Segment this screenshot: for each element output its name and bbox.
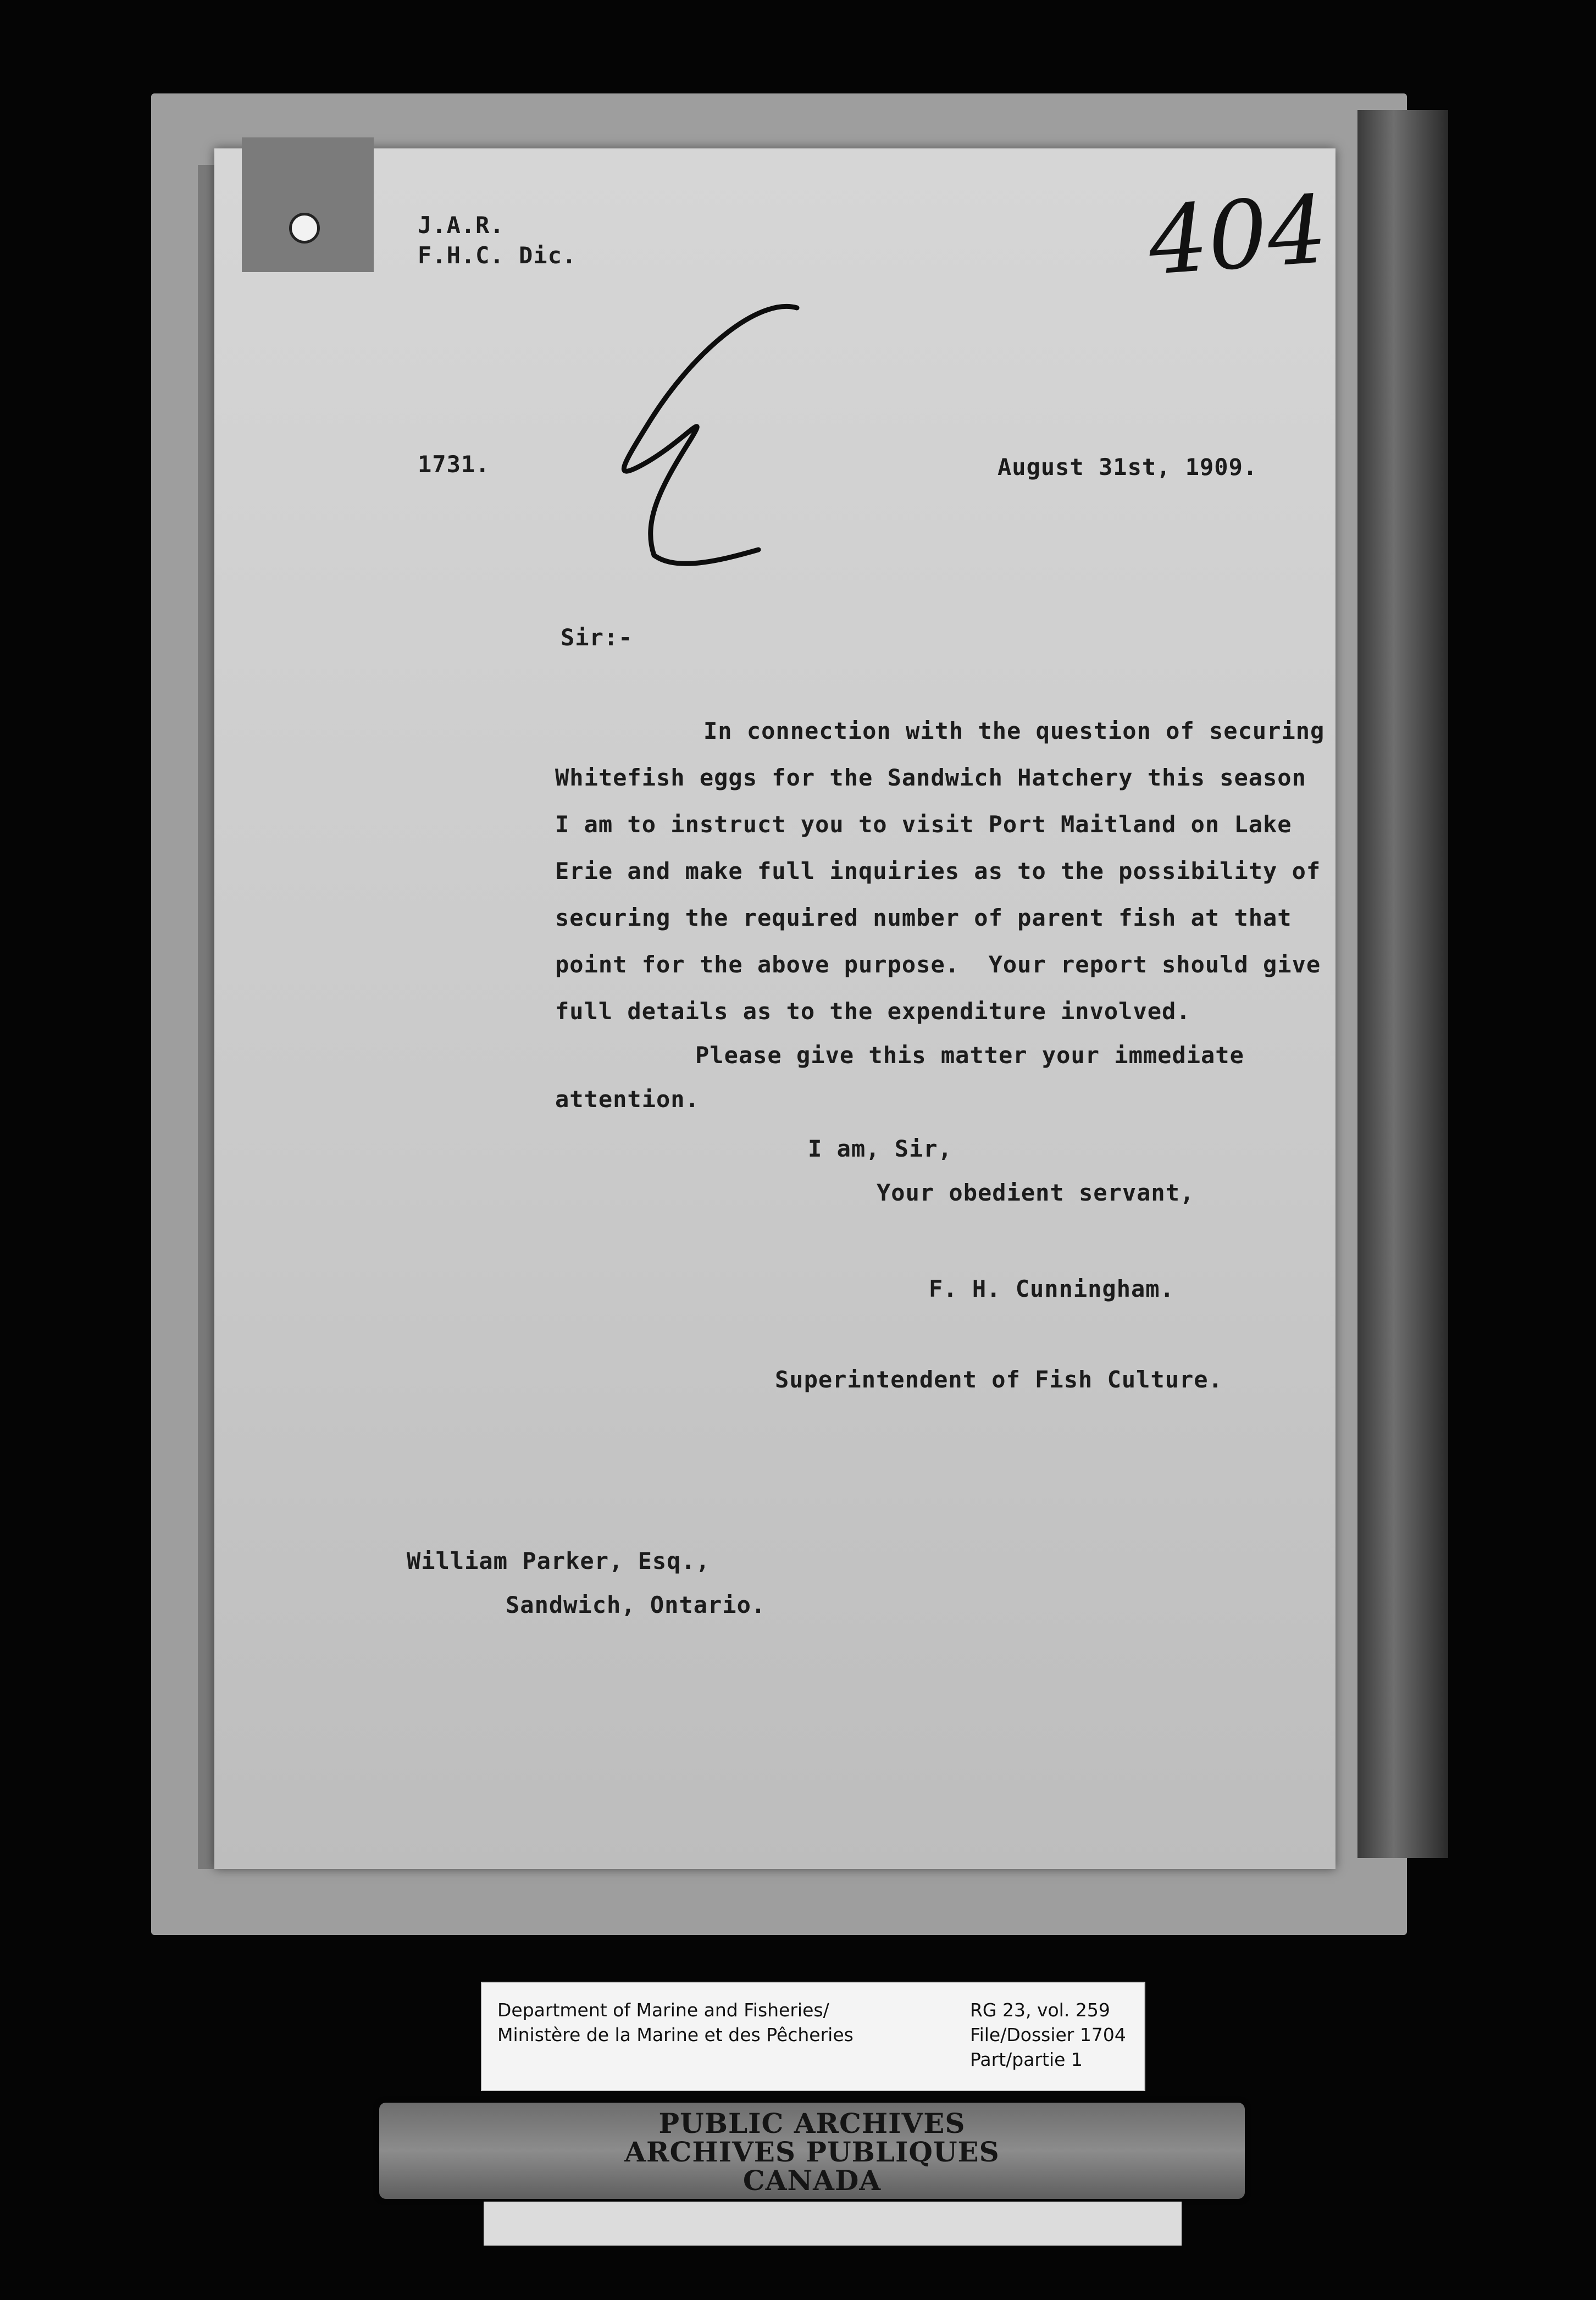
file-number: 1731. bbox=[418, 451, 490, 478]
salutation: Sir:- bbox=[561, 624, 633, 651]
closing-line-2: Your obedient servant, bbox=[877, 1179, 1195, 1206]
handwritten-folio-number: 404 bbox=[1145, 175, 1331, 297]
department-english: Department of Marine and Fisheries/ bbox=[497, 1999, 829, 2021]
corner-tab bbox=[242, 137, 374, 272]
reference-file: File/Dossier 1704 bbox=[970, 2024, 1126, 2045]
body-line: full details as to the expenditure involved. bbox=[555, 998, 1191, 1025]
body-line: Erie and make full inquiries as to the possibility of bbox=[555, 858, 1321, 884]
bottom-mount-strip bbox=[484, 2202, 1182, 2246]
closing-line-1: I am, Sir, bbox=[808, 1135, 952, 1162]
archive-reference-label bbox=[481, 1982, 1145, 2091]
signer-title: Superintendent of Fish Culture. bbox=[775, 1366, 1223, 1393]
signature: F. H. Cunningham. bbox=[929, 1275, 1174, 1302]
body-line: point for the above purpose. Your report should give bbox=[555, 951, 1321, 978]
archive-stamp-band bbox=[379, 2103, 1245, 2199]
initials-line-1: J.A.R. bbox=[418, 212, 505, 239]
reference-rg: RG 23, vol. 259 bbox=[970, 1999, 1110, 2021]
letter-date: August 31st, 1909. bbox=[997, 454, 1258, 480]
addressee-name: William Parker, Esq., bbox=[407, 1547, 711, 1574]
stamp-line-2: ARCHIVES PUBLIQUES bbox=[624, 2136, 1000, 2168]
body-line: Whitefish eggs for the Sandwich Hatchery this season bbox=[555, 764, 1306, 791]
handwritten-scrawl-icon bbox=[577, 291, 808, 588]
stamp-line-1: PUBLIC ARCHIVES bbox=[658, 2107, 966, 2139]
body-line: securing the required number of parent fish at that bbox=[555, 904, 1292, 931]
body-line: I am to instruct you to visit Port Maitland on Lake bbox=[555, 811, 1292, 838]
initials-line-2: F.H.C. Dic. bbox=[418, 242, 577, 269]
body-line: In connection with the question of securing bbox=[703, 717, 1325, 744]
body-line: Please give this matter your immediate bbox=[695, 1042, 1244, 1069]
mount-backing-right-edge bbox=[1357, 110, 1448, 1858]
stamp-line-3: CANADA bbox=[742, 2164, 882, 2197]
punch-hole bbox=[289, 213, 320, 244]
body-line: attention. bbox=[555, 1086, 700, 1113]
addressee-place: Sandwich, Ontario. bbox=[506, 1591, 766, 1618]
department-french: Ministère de la Marine et des Pêcheries bbox=[497, 2024, 854, 2045]
reference-part: Part/partie 1 bbox=[970, 2049, 1083, 2070]
